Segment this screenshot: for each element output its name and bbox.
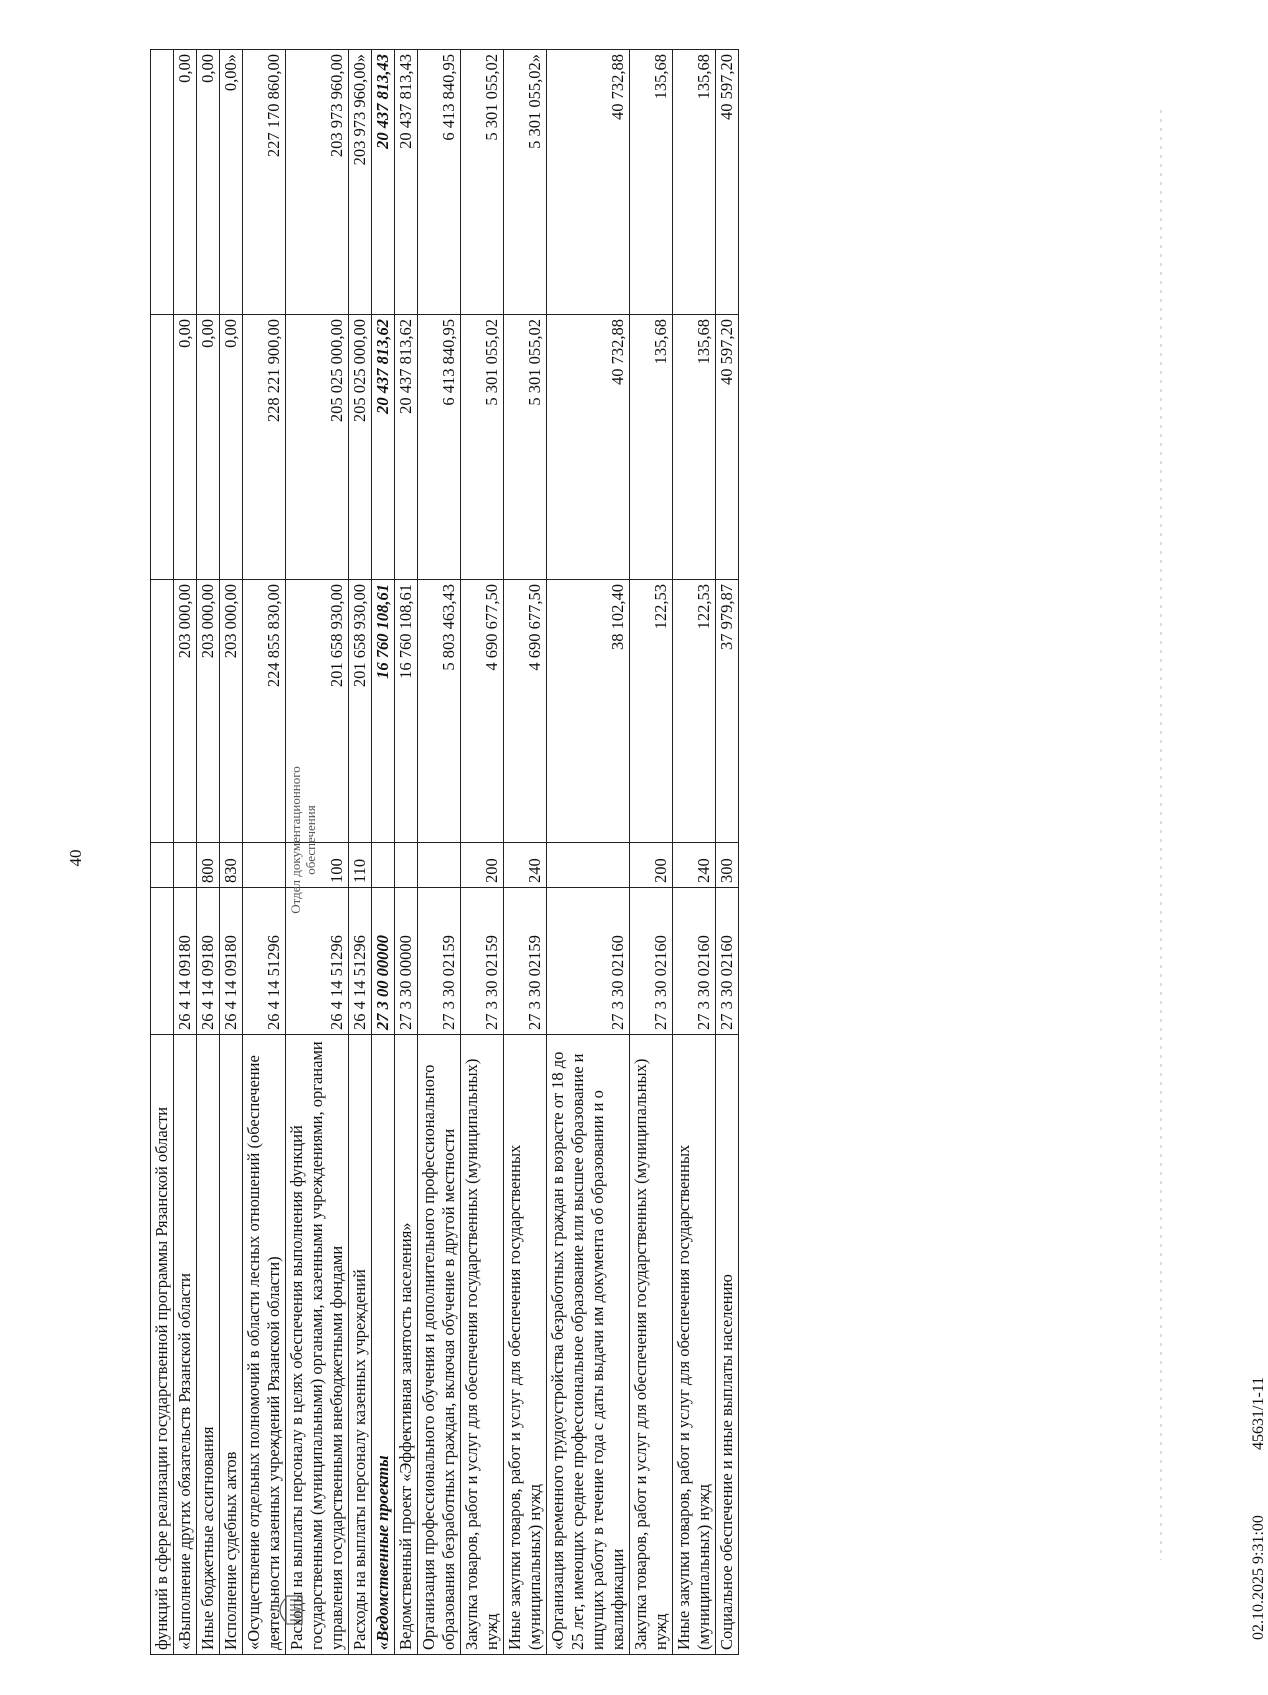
row-csr: 26 4 14 09180 <box>197 888 220 1035</box>
row-value-2027: 0,00» <box>220 50 243 315</box>
row-name: Иные закупки товаров, работ и услуг для обеспечения государственных (муниципальных) нужд <box>504 1035 547 1655</box>
row-value-2025: 203 000,00 <box>197 580 220 843</box>
table-row <box>349 50 372 1655</box>
row-value-2027: 5 301 055,02 <box>461 50 504 315</box>
row-value-2025: 38 102,40 <box>547 580 630 843</box>
budget-table-body <box>151 50 739 1655</box>
row-name: Закупка товаров, работ и услуг для обеспечения государственных (муниципальных) нужд <box>630 1035 673 1655</box>
table-row <box>716 50 739 1655</box>
row-value-2026: 0,00 <box>197 315 220 580</box>
row-value-2026: 5 301 055,02 <box>461 315 504 580</box>
row-value-2025: 16 760 108,61 <box>395 580 418 843</box>
table-row <box>197 50 220 1655</box>
table-row <box>630 50 673 1655</box>
row-csr: 26 4 14 51296 <box>286 888 349 1035</box>
row-vr: 800 <box>197 843 220 888</box>
footer-doc-code: 45631/1-11 <box>1250 1376 1267 1450</box>
row-vr: 240 <box>504 843 547 888</box>
row-value-2026: 228 221 900,00 <box>243 315 286 580</box>
row-csr: 26 4 14 51296 <box>349 888 372 1035</box>
row-csr: 26 4 14 09180 <box>174 888 197 1035</box>
row-value-2025: 122,53 <box>673 580 716 843</box>
row-vr <box>174 843 197 888</box>
row-csr: 27 3 30 02159 <box>461 888 504 1035</box>
row-name: Социальное обеспечение и иные выплаты населению <box>716 1035 739 1655</box>
row-value-2027: 135,68 <box>673 50 716 315</box>
row-value-2027: 0,00 <box>197 50 220 315</box>
row-name: Расходы на выплаты персоналу в целях обеспечения выполнения функций государственными (муниципальными) органами, казенными учреждениями, органами управления государственными внебюджетными фондами <box>286 1035 349 1655</box>
table-row <box>151 50 174 1655</box>
page-number: 40 <box>66 849 85 867</box>
row-value-2027: 203 973 960,00 <box>286 50 349 315</box>
table-row <box>395 50 418 1655</box>
row-value-2025: 4 690 677,50 <box>504 580 547 843</box>
table-row <box>547 50 630 1655</box>
row-value-2026: 205 025 000,00 <box>286 315 349 580</box>
row-vr <box>372 843 395 888</box>
row-csr: 27 3 30 02160 <box>630 888 673 1035</box>
table-row <box>418 50 461 1655</box>
row-csr: 26 4 14 09180 <box>220 888 243 1035</box>
row-name: Ведомственный проект «Эффективная занятость населения» <box>395 1035 418 1655</box>
row-csr: 27 3 30 02159 <box>418 888 461 1035</box>
row-value-2026: 205 025 000,00 <box>349 315 372 580</box>
row-name: «Ведомственные проекты <box>372 1035 395 1655</box>
footer-datetime: 02.10.2025 9:31:00 <box>1250 1515 1267 1640</box>
row-csr: 27 3 30 02160 <box>673 888 716 1035</box>
row-csr: 27 3 30 02159 <box>504 888 547 1035</box>
table-row <box>673 50 716 1655</box>
row-name: «Выполнение других обязательств Рязанской области <box>174 1035 197 1655</box>
row-name: «Осуществление отдельных полномочий в области лесных отношений (обеспечение деятельности казенных учреждений Рязанской области) <box>243 1035 286 1655</box>
row-name: Организация профессионального обучения и дополнительного профессионального образования безработных граждан, включая обучение в другой местности <box>418 1035 461 1655</box>
row-value-2027: 20 437 813,43 <box>372 50 395 315</box>
row-value-2025: 201 658 930,00 <box>349 580 372 843</box>
row-value-2025: 37 979,87 <box>716 580 739 843</box>
row-value-2026: 40 597,20 <box>716 315 739 580</box>
row-value-2025: 5 803 463,43 <box>418 580 461 843</box>
row-value-2027: 5 301 055,02» <box>504 50 547 315</box>
row-value-2026: 6 413 840,95 <box>418 315 461 580</box>
row-value-2025: 122,53 <box>630 580 673 843</box>
row-vr: 200 <box>630 843 673 888</box>
row-vr <box>151 843 174 888</box>
row-value-2026: 20 437 813,62 <box>372 315 395 580</box>
table-row <box>220 50 243 1655</box>
row-value-2027: 40 597,20 <box>716 50 739 315</box>
table-row <box>174 50 197 1655</box>
row-name: Иные бюджетные ассигнования <box>197 1035 220 1655</box>
stamp-line-2: обеспечения <box>303 805 318 875</box>
row-value-2025: 203 000,00 <box>220 580 243 843</box>
row-value-2025: 16 760 108,61 <box>372 580 395 843</box>
row-vr: 240 <box>673 843 716 888</box>
coat-of-arms-icon <box>270 1590 306 1630</box>
row-vr <box>547 843 630 888</box>
row-value-2026: 135,68 <box>673 315 716 580</box>
row-name: Закупка товаров, работ и услуг для обеспечения государственных (муниципальных) нужд <box>461 1035 504 1655</box>
row-value-2026: 135,68 <box>630 315 673 580</box>
table-row <box>243 50 286 1655</box>
table-row <box>461 50 504 1655</box>
row-value-2027: 6 413 840,95 <box>418 50 461 315</box>
row-name: Расходы на выплаты персоналу казенных учреждений <box>349 1035 372 1655</box>
row-value-2027 <box>151 50 174 315</box>
row-name: Иные закупки товаров, работ и услуг для обеспечения государственных (муниципальных) нужд <box>673 1035 716 1655</box>
row-vr: 830 <box>220 843 243 888</box>
row-name: функций в сфере реализации государственной программы Рязанской области <box>151 1035 174 1655</box>
row-value-2027: 40 732,88 <box>547 50 630 315</box>
budget-table <box>150 49 739 1655</box>
row-value-2026: 0,00 <box>174 315 197 580</box>
row-value-2026 <box>151 315 174 580</box>
row-csr: 27 3 00 00000 <box>372 888 395 1035</box>
row-value-2027: 135,68 <box>630 50 673 315</box>
row-value-2026: 0,00 <box>220 315 243 580</box>
row-value-2027: 20 437 813,43 <box>395 50 418 315</box>
row-value-2027: 203 973 960,00» <box>349 50 372 315</box>
row-csr: 26 4 14 51296 <box>243 888 286 1035</box>
row-value-2025: 203 000,00 <box>174 580 197 843</box>
row-vr: 200 <box>461 843 504 888</box>
row-value-2026: 5 301 055,02 <box>504 315 547 580</box>
row-vr <box>418 843 461 888</box>
row-csr: 27 3 30 02160 <box>716 888 739 1035</box>
row-csr <box>151 888 174 1035</box>
rotated-table-container <box>150 50 1010 1655</box>
row-vr <box>243 843 286 888</box>
row-value-2025: 4 690 677,50 <box>461 580 504 843</box>
row-value-2025 <box>151 580 174 843</box>
row-value-2026: 40 732,88 <box>547 315 630 580</box>
table-row <box>504 50 547 1655</box>
row-value-2025: 201 658 930,00 <box>286 580 349 843</box>
row-value-2025: 224 855 830,00 <box>243 580 286 843</box>
row-csr: 27 3 30 00000 <box>395 888 418 1035</box>
row-csr: 27 3 30 02160 <box>547 888 630 1035</box>
scan-edge-artifact <box>1160 110 1162 1560</box>
row-value-2027: 227 170 860,00 <box>243 50 286 315</box>
row-vr <box>395 843 418 888</box>
table-row <box>372 50 395 1655</box>
row-value-2026: 20 437 813,62 <box>395 315 418 580</box>
row-name: «Организация временного трудоустройства безработных граждан в возрасте от 18 до 25 лет, имеющих среднее профессиональное образование или высшее образование и ищущих работу в течение года с даты выдачи им документа об образовании и о квалификации <box>547 1035 630 1655</box>
stamp-line-1: Отдел документационного <box>288 766 303 914</box>
row-value-2027: 0,00 <box>174 50 197 315</box>
department-stamp <box>288 750 318 930</box>
row-vr: 110 <box>349 843 372 888</box>
row-vr: 300 <box>716 843 739 888</box>
row-name: Исполнение судебных актов <box>220 1035 243 1655</box>
row-vr: 100 <box>286 843 349 888</box>
